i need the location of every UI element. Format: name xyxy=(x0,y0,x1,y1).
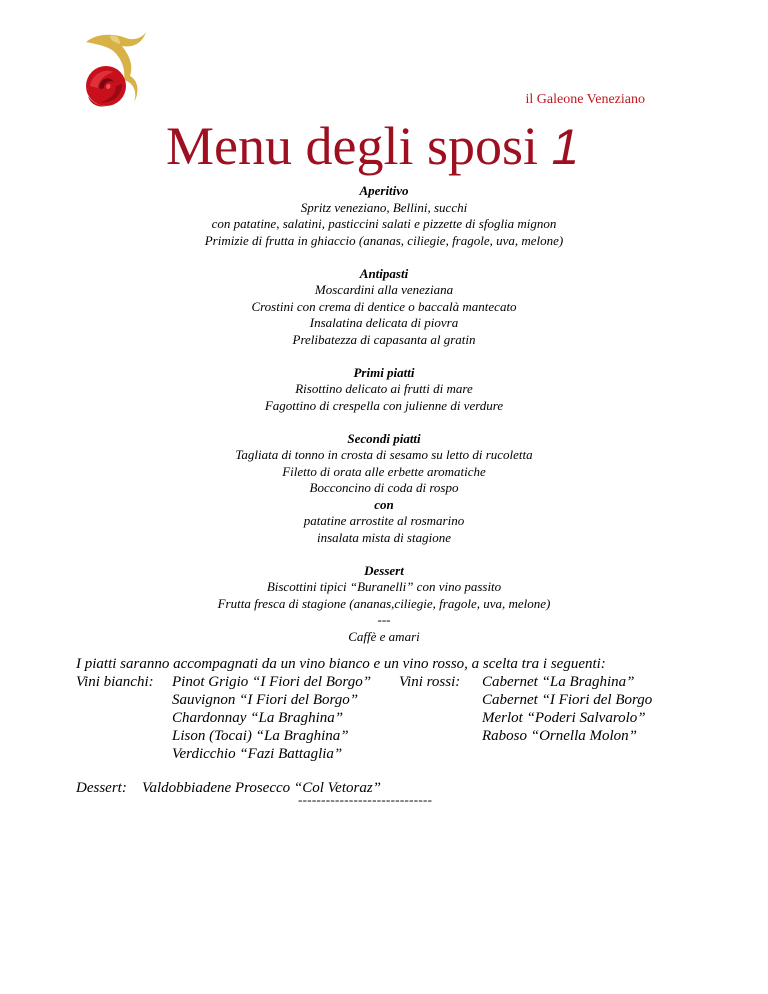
menu-item: Spritz veneziano, Bellini, succhi xyxy=(300,199,468,215)
section-heading: Aperitivo xyxy=(359,183,409,198)
title-text: Menu degli sposi xyxy=(166,116,538,176)
menu-item: Crostini con crema di dentice o baccalà mantecato xyxy=(251,298,517,314)
menu-item: Moscardini alla veneziana xyxy=(314,282,454,297)
dessert-wine-label: Dessert: xyxy=(76,780,127,796)
white-wine-label: Vini bianchi: xyxy=(76,674,154,690)
menu-item: Bocconcino di coda di rospo xyxy=(309,480,459,495)
white-wine: Pinot Grigio “I Fiori del Borgo” xyxy=(172,674,372,690)
wine-list xyxy=(76,655,696,796)
menu-body xyxy=(0,183,768,662)
section-antipasti xyxy=(0,266,768,349)
red-wine: Cabernet “I Fiori del Borgo xyxy=(482,692,653,708)
menu-item: Filetto di orata alle erbette aromatiche xyxy=(282,463,486,479)
menu-item: Insalatina delicata di piovra xyxy=(309,315,459,330)
side-item: insalata mista di stagione xyxy=(317,529,451,545)
white-wine: Chardonnay “La Braghina” xyxy=(172,710,344,726)
white-wine: Lison (Tocai) “La Braghina” xyxy=(172,728,349,744)
separator: --- xyxy=(377,612,391,627)
title-number: 1 xyxy=(551,119,580,175)
menu-item: con patatine, salatini, pasticcini salati e pizzette di sfoglia mignon xyxy=(211,216,557,231)
white-wine: Verdicchio “Fazi Battaglia” xyxy=(172,746,343,762)
footer-rule: ----------------------------- xyxy=(298,792,433,807)
section-heading: Antipasti xyxy=(359,265,409,281)
dessert-wine: Valdobbiadene Prosecco “Col Vetoraz” xyxy=(142,780,382,796)
restaurant-name: il Galeone Veneziano xyxy=(525,92,645,107)
page-title xyxy=(166,114,579,179)
menu-item: Biscottini tipici “Buranelli” con vino passito xyxy=(266,579,502,594)
rose-icon xyxy=(86,66,126,107)
menu-item: Tagliata di tonno in crosta di sesamo su letto di rucoletta xyxy=(235,447,533,462)
menu-item: Caffè e amari xyxy=(348,628,420,644)
section-heading: Secondi piatti xyxy=(347,430,421,446)
rose-logo xyxy=(76,30,148,112)
red-wine-label: Vini rossi: xyxy=(399,674,461,690)
section-secondi xyxy=(0,431,768,547)
menu-item: Frutta fresca di stagione (ananas,ciliegie, fragole, uva, melone) xyxy=(217,595,551,611)
section-heading: Dessert xyxy=(364,562,404,578)
connector-text: con xyxy=(374,496,394,512)
red-wine: Raboso “Ornella Molon” xyxy=(482,728,638,744)
red-wine: Cabernet “La Braghina” xyxy=(482,674,635,690)
menu-item: Primizie di frutta in ghiaccio (ananas, ciliegie, fragole, uva, melone) xyxy=(204,232,564,248)
side-item: patatine arrostite al rosmarino xyxy=(303,513,465,528)
section-heading: Primi piatti xyxy=(353,364,415,380)
menu-item: Fagottino di crespella con julienne di verdure xyxy=(264,397,504,413)
section-aperitivo xyxy=(0,183,768,249)
section-dessert xyxy=(0,563,768,646)
menu-item: Prelibatezza di capasanta al gratin xyxy=(292,331,476,347)
section-primi xyxy=(0,365,768,415)
menu-item: Risottino delicato ai frutti di mare xyxy=(295,381,473,396)
wine-intro: I piatti saranno accompagnati da un vino bianco e un vino rosso, a scelta tra i seguenti: xyxy=(76,656,606,672)
red-wine: Merlot “Poderi Salvarolo” xyxy=(482,710,646,726)
white-wine: Sauvignon “I Fiori del Borgo” xyxy=(172,692,359,708)
